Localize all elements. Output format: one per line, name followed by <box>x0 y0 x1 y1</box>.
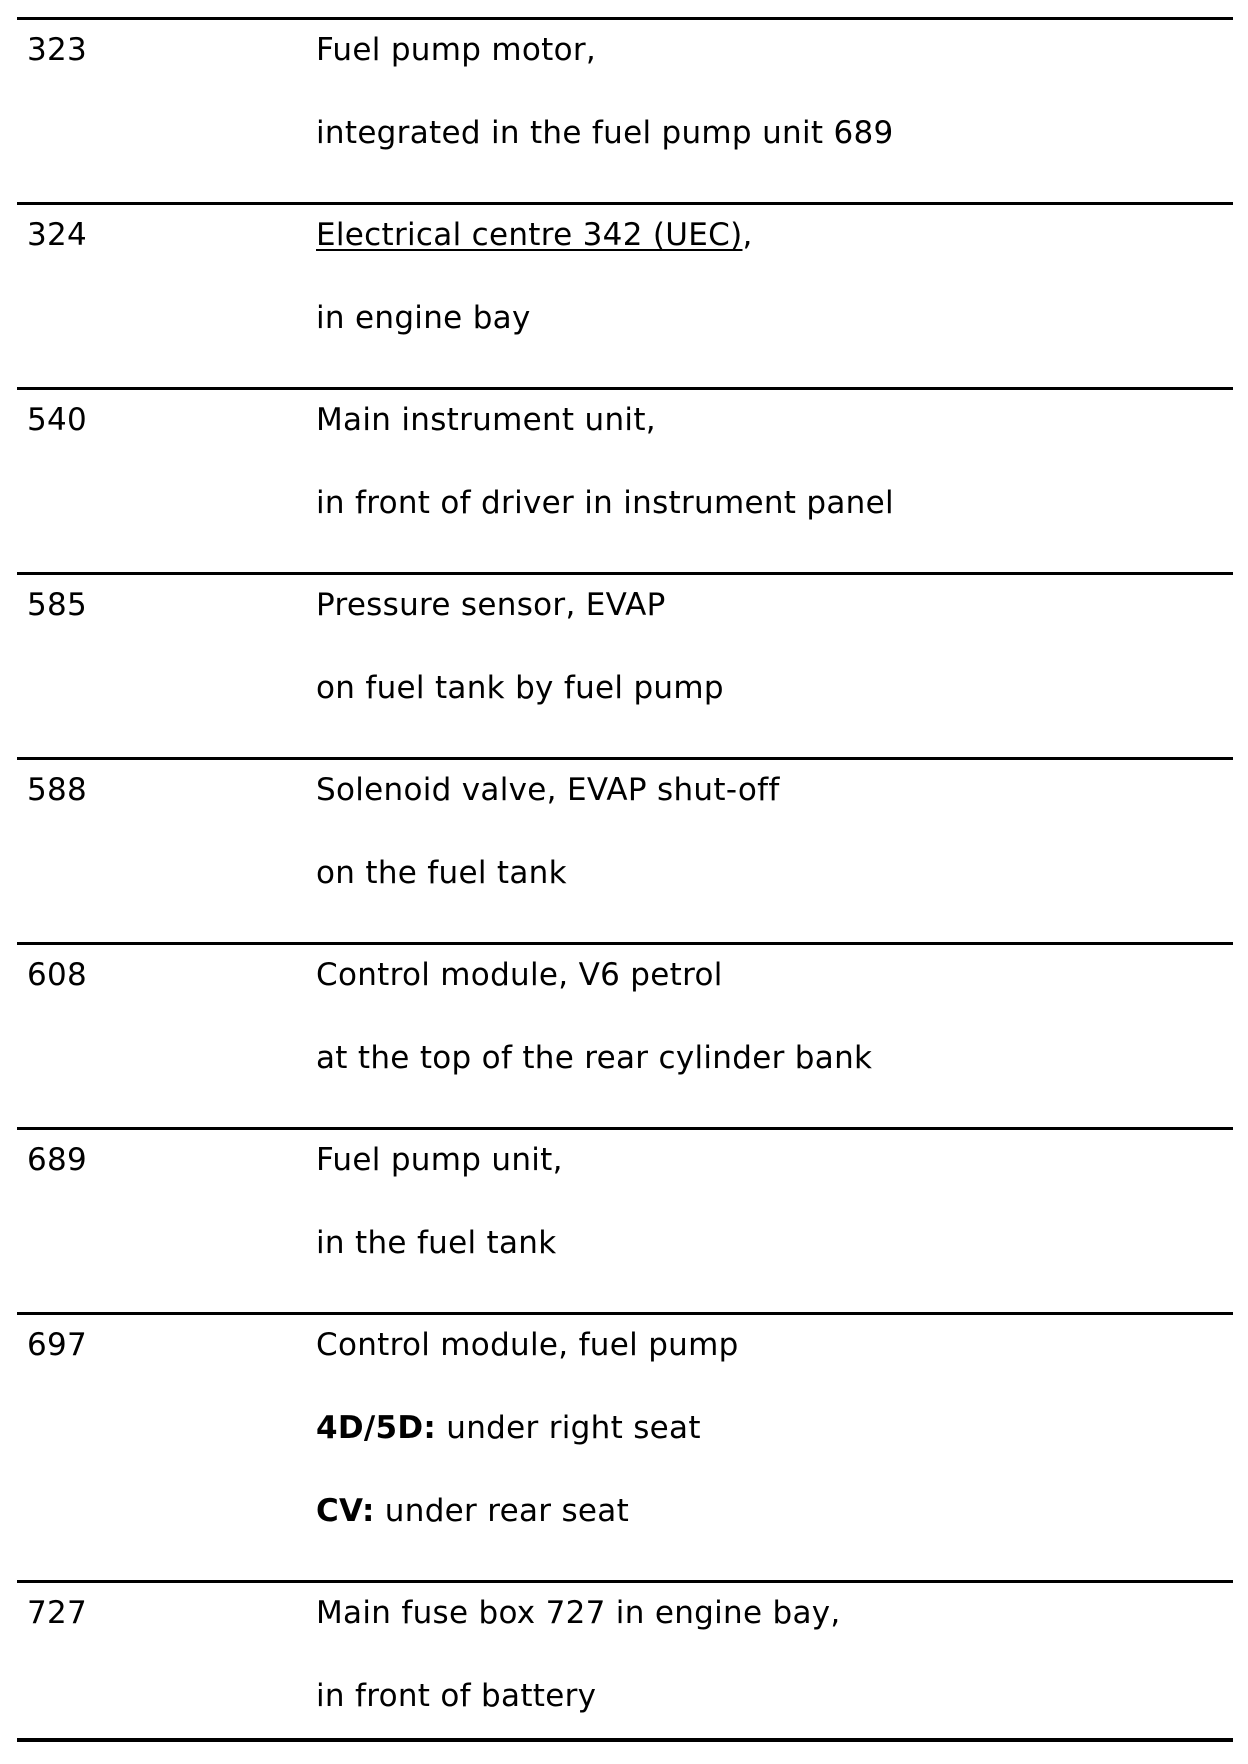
table-row <box>17 390 1233 575</box>
description-line <box>316 1410 1233 1446</box>
table-row <box>17 575 1233 760</box>
table-row <box>17 1130 1233 1315</box>
variant-label: 4D/5D: <box>316 1410 437 1446</box>
description-line: Fuel pump unit, <box>316 1142 563 1178</box>
description-line: Solenoid valve, EVAP shut-off <box>316 772 780 808</box>
table-row <box>17 205 1233 390</box>
description-line <box>316 217 1233 253</box>
component-code: 585 <box>27 587 88 623</box>
component-description <box>316 1583 1233 1714</box>
table-row <box>17 20 1233 205</box>
description-text: under right seat <box>436 1410 701 1446</box>
description-line: Main fuse box 727 in engine bay, <box>316 1595 841 1631</box>
table-row <box>17 760 1233 945</box>
description-line: Main instrument unit, <box>316 402 656 438</box>
component-code: 697 <box>27 1327 88 1363</box>
component-code: 608 <box>27 957 88 993</box>
description-line: Pressure sensor, EVAP <box>316 587 666 623</box>
component-description <box>316 390 1233 521</box>
variant-label: CV: <box>316 1493 375 1529</box>
component-code: 540 <box>27 402 88 438</box>
description-line: Fuel pump motor, <box>316 32 597 68</box>
table-row <box>17 1315 1233 1583</box>
description-line: Control module, fuel pump <box>316 1327 739 1363</box>
description-line: on fuel tank by fuel pump <box>316 670 724 706</box>
component-description <box>316 575 1233 706</box>
description-line: in engine bay <box>316 300 531 336</box>
table-row <box>17 945 1233 1130</box>
description-line: at the top of the rear cylinder bank <box>316 1040 873 1076</box>
description-line: in front of battery <box>316 1678 597 1714</box>
component-code: 588 <box>27 772 88 808</box>
description-line <box>316 1493 1233 1529</box>
component-code: 689 <box>27 1142 88 1178</box>
component-description <box>316 1315 1233 1529</box>
description-line: Control module, V6 petrol <box>316 957 723 993</box>
component-description <box>316 945 1233 1076</box>
description-line: on the fuel tank <box>316 855 567 891</box>
description-text: , <box>742 217 753 253</box>
underlined-reference: Electrical centre 342 (UEC) <box>316 217 743 253</box>
component-code: 323 <box>27 32 88 68</box>
component-description <box>316 760 1233 891</box>
description-text: under rear seat <box>374 1493 630 1529</box>
document-page <box>17 17 1233 1742</box>
description-line: integrated in the fuel pump unit 689 <box>316 115 894 151</box>
description-line: in the fuel tank <box>316 1225 557 1261</box>
component-code: 324 <box>27 217 88 253</box>
component-description <box>316 205 1233 336</box>
component-code: 727 <box>27 1595 88 1631</box>
table-row <box>17 1583 1233 1742</box>
component-table <box>17 17 1233 1742</box>
component-description <box>316 20 1233 151</box>
component-description <box>316 1130 1233 1261</box>
description-line: in front of driver in instrument panel <box>316 485 894 521</box>
